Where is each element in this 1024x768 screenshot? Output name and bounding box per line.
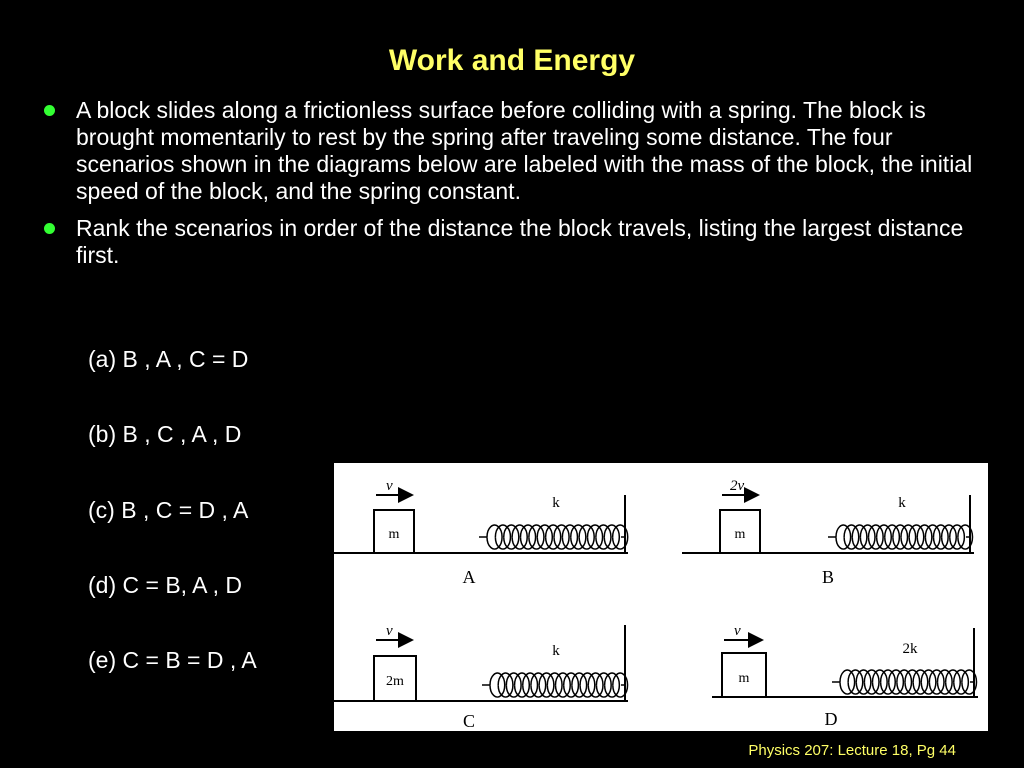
spring: [832, 670, 976, 694]
bullet-item-problem: [44, 97, 984, 205]
spring: [479, 525, 628, 549]
bullet-text: A block slides along a frictionless surface before colliding with a spring. The block is brought momentarily to rest by the spring after traveling some distance. The four scenarios shown in the diagrams below are labeled with the mass of the block, the initial speed of the block, and the spring constant.: [76, 97, 973, 204]
velocity-label: v: [386, 478, 393, 494]
answer-choice-d: (d) C = B, A , D: [88, 572, 243, 598]
scenario-label: D: [824, 709, 838, 729]
spring-constant-label: k: [898, 495, 906, 511]
scenario-label: B: [821, 567, 835, 587]
answer-choice-e: (e) C = B = D , A: [88, 647, 257, 673]
scenario-d: [712, 623, 978, 729]
velocity-label: v: [734, 623, 741, 639]
bullet-item-question: [44, 215, 984, 269]
velocity-label: v: [386, 623, 393, 639]
scenario-b: [682, 478, 974, 587]
bullet-text: Rank the scenarios in order of the distance the block travels, listing the largest distance first.: [76, 215, 964, 268]
mass-label: 2m: [386, 674, 404, 689]
bullet-dot-icon: [44, 105, 55, 116]
mass-label: m: [738, 671, 750, 686]
spring: [828, 525, 973, 549]
mass-label: m: [734, 527, 746, 542]
mass-label: m: [388, 527, 400, 542]
scenario-label: A: [462, 567, 476, 587]
bullet-dot-icon: [44, 223, 55, 234]
answer-choice-b: (b) B , C , A , D: [88, 421, 242, 447]
velocity-label: 2v: [730, 478, 745, 494]
spring: [482, 673, 628, 697]
slide-title: Work and Energy: [388, 44, 636, 77]
scenario-label: C: [462, 711, 476, 731]
slide-footer: Physics 207: Lecture 18, Pg 44: [748, 742, 956, 759]
scenario-diagram: [334, 463, 988, 731]
answer-choice-a: (a) B , A , C = D: [88, 346, 249, 372]
scenario-diagram-svg: [334, 463, 988, 731]
spring-constant-label: k: [552, 495, 560, 511]
answer-choice-c: (c) B , C = D , A: [88, 497, 249, 523]
bullet-list: [44, 97, 984, 279]
scenario-c: [334, 623, 628, 731]
scenario-a: [334, 478, 628, 587]
spring-constant-label: 2k: [902, 641, 918, 657]
spring-constant-label: k: [552, 643, 560, 659]
